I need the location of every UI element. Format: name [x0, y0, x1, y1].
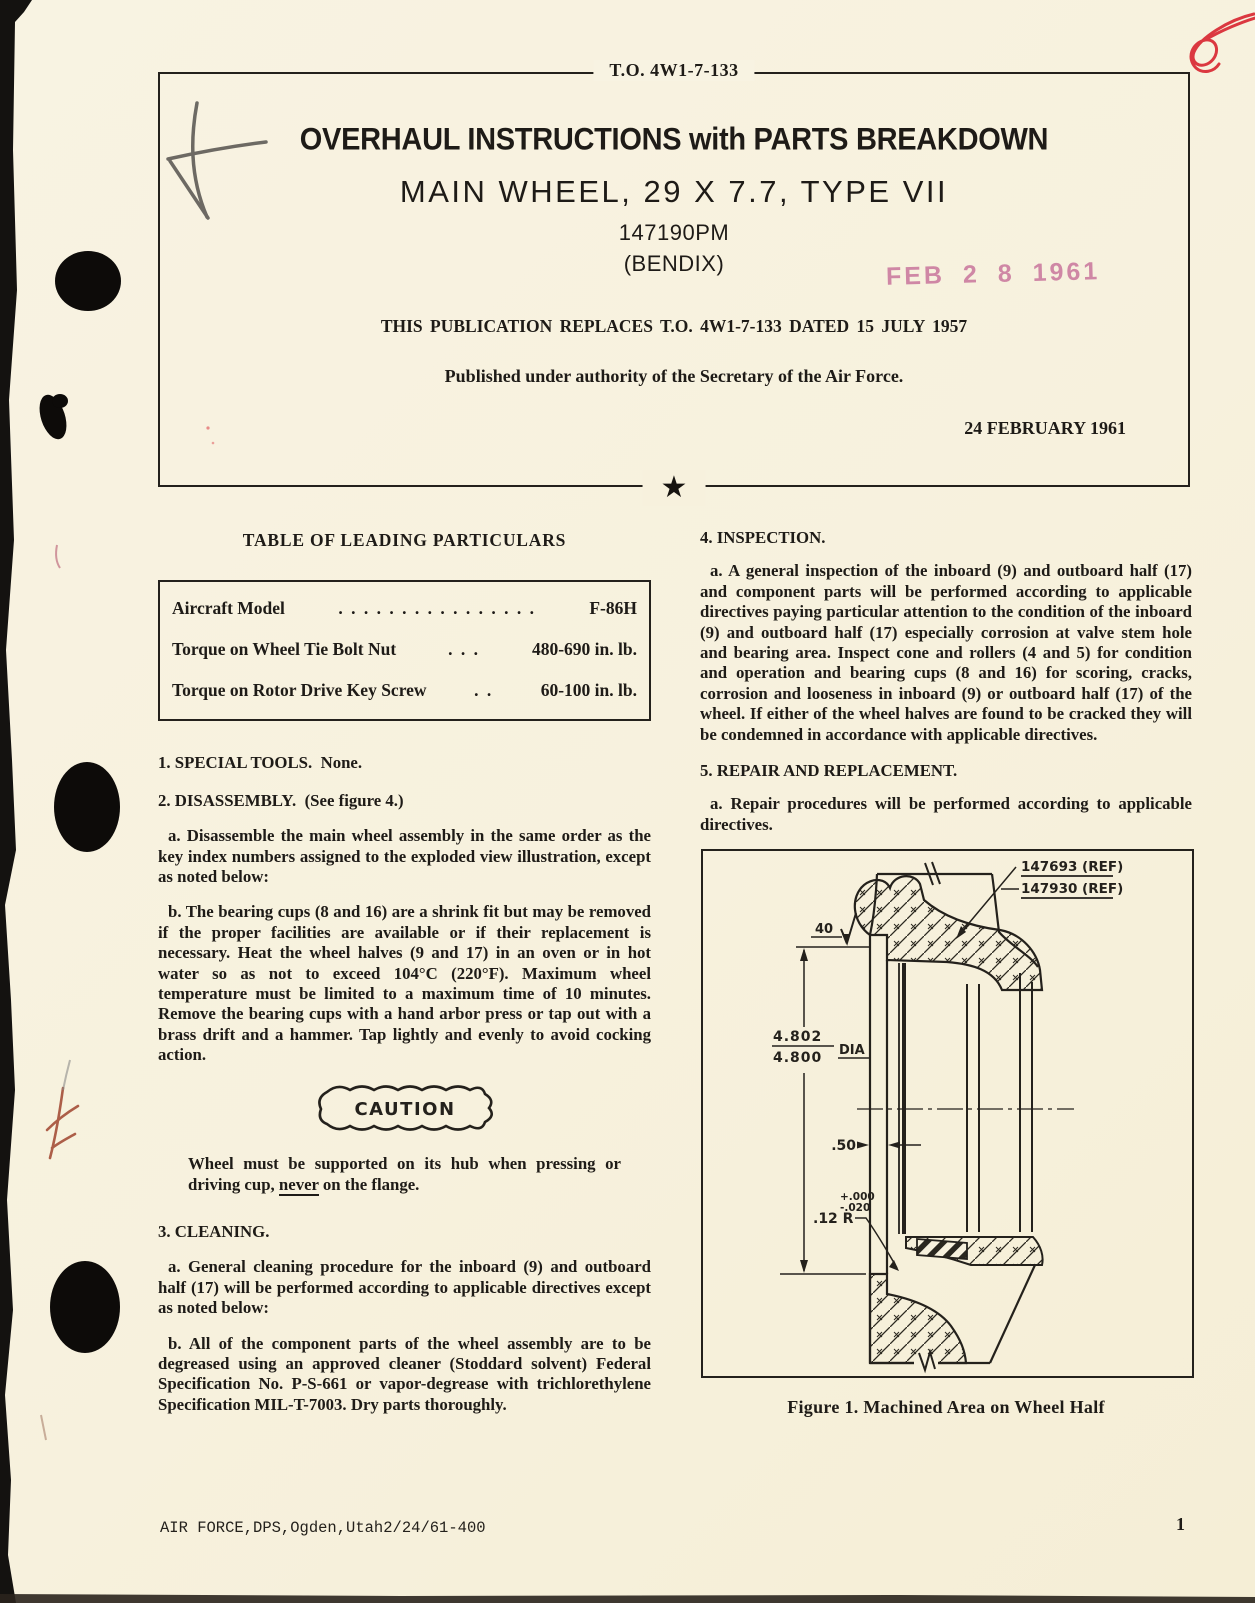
- dia-lower-dim: 4.800: [773, 1050, 823, 1067]
- dot-leader: . .: [474, 680, 494, 701]
- row-value: F-86H: [589, 598, 637, 619]
- ink-blob: [34, 391, 71, 442]
- caution-scallop-border: [313, 1082, 497, 1134]
- section-1-heading: [158, 753, 651, 773]
- section-1-text: None.: [320, 753, 363, 773]
- surface-finish-icon: [841, 913, 856, 943]
- row-label: Aircraft Model: [172, 598, 285, 619]
- star-icon: ★: [643, 470, 706, 506]
- doc-subject: MAIN WHEEL, 29 X 7.7, TYPE VII: [399, 174, 949, 209]
- publication-date: 24 FEBRUARY 1961: [964, 418, 1126, 438]
- section-number-title: 2. DISASSEMBLY.: [158, 790, 297, 810]
- margin-speck: [56, 545, 60, 568]
- section-4-heading: 4. INSPECTION.: [700, 528, 826, 547]
- caution-seal: [158, 1082, 651, 1139]
- section-2-heading: [158, 791, 651, 811]
- table-row: [172, 588, 637, 629]
- tolerance-minus: -.020: [840, 1202, 871, 1215]
- ink-blob: [54, 762, 120, 852]
- red-pen-mark: [1191, 14, 1255, 71]
- authority-line: Published under authority of the Secretary of the Air Force.: [444, 366, 904, 386]
- margin-speck: [41, 1415, 46, 1440]
- table-row: [172, 629, 637, 670]
- table-row: [172, 670, 637, 711]
- paragraph-3b: b. All of the component parts of the wheel assembly are to be degreased using an approved cleaner (Stoddard solvent) Federal Specification No. P-S-661 or vapor-degrease with trichlorethylene Specification MIL-T-7003. Dry parts thoroughly.: [158, 1333, 651, 1414]
- dia-upper-dim: 4.802: [773, 1029, 823, 1046]
- ref-label-147930: 147930 (REF): [1021, 881, 1124, 898]
- row-value: 60-100 in. lb.: [540, 680, 637, 701]
- caution-text-underlined: never: [278, 1174, 319, 1194]
- ink-blob: [52, 394, 68, 408]
- paragraph-5a: a. Repair procedures will be performed according to applicable directives.: [700, 794, 1192, 834]
- leading-particulars-title: TABLE OF LEADING PARTICULARS: [242, 530, 567, 550]
- wall-thickness-dim: .50: [831, 1138, 856, 1155]
- leading-particulars-table: [158, 580, 651, 721]
- margin-speck: [63, 1060, 70, 1090]
- manufacturer: (BENDIX): [623, 251, 725, 276]
- doc-title: OVERHAUL INSTRUCTIONS with PARTS BREAKDOWN: [299, 122, 1049, 158]
- right-column: [700, 518, 1192, 1418]
- paragraph-2b: b. The bearing cups (8 and 16) are a shrink fit but may be removed if the proper facilities are available or if their replacement is necessary. Heat the wheel halves (9 and 17) in an oven or in hot water so as not to exceed 104°C (220°F). Maximum wheel temperature must be limited to a maximum time of 10 minutes. Remove the bearing cups with a hand arbor press or tap out with a brass drift and a hammer. Tap lightly and evenly to avoid cocking action.: [158, 902, 651, 1065]
- page-number: 1: [1176, 1514, 1185, 1534]
- machined-flange-hatch: [855, 876, 1042, 990]
- date-stamp: FEB 2 8 1961: [885, 257, 1101, 291]
- hub-foot-hatch: [870, 1274, 966, 1363]
- section-number-title: 1. SPECIAL TOOLS.: [158, 753, 313, 773]
- section-3-heading: 3. CLEANING.: [158, 1221, 270, 1241]
- paragraph-4a: a. A general inspection of the inboard (9) and outboard half (17) and component parts will be performed according to applicable directives paying particular attention to the condition of the inboard (9) and outboard half (17) especially corrosion at valve stem hole and bearing area. Inspect cone and rollers (4 and 5) for condition and operation and bearing cups (8 and 16) for scoring, cracks, corrosion and looseness in inboard (9) or outboard half (17) of the wheel. If either of the wheel halves are found to be cracked they will be condemned in accordance with applicable directives.: [700, 561, 1192, 744]
- replaces-line: THIS PUBLICATION REPLACES T.O. 4W1-7-133 DATED 15 JULY 1957: [380, 316, 968, 336]
- to-number: T.O. 4W1-7-133: [593, 60, 754, 81]
- caution-label: CAUTION: [353, 1098, 456, 1120]
- caution-text: [158, 1154, 651, 1195]
- scan-edge-bottom: [0, 1594, 1255, 1603]
- row-label: Torque on Wheel Tie Bolt Nut: [172, 639, 397, 660]
- ref-label-147693: 147693 (REF): [1021, 859, 1124, 876]
- fillet-radius-dim: .12 R: [813, 1211, 854, 1228]
- left-column: [158, 518, 651, 1415]
- dot-leader: . . .: [448, 639, 480, 660]
- dia-label: DIA: [839, 1043, 865, 1059]
- surface-finish-value: 40: [815, 922, 834, 938]
- paragraph-3a: a. General cleaning procedure for the inboard (9) and outboard half (17) will be performed according to applicable directives except as noted below:: [158, 1257, 651, 1318]
- caution-text-after: on the flange.: [318, 1174, 420, 1194]
- figure-1-caption: Figure 1. Machined Area on Wheel Half: [787, 1397, 1105, 1418]
- scan-edge-left: [0, 0, 32, 1603]
- ink-blob: [50, 1261, 120, 1353]
- section-2-note: (See figure 4.): [304, 790, 404, 810]
- figure-1-drawing: [701, 849, 1194, 1378]
- tolerance-plus: +.000: [840, 1191, 875, 1204]
- paragraph-2a: a. Disassemble the main wheel assembly in the same order as the key index numbers assigned to the exploded view illustration, except as noted below:: [158, 826, 651, 887]
- dot-leader: . . . . . . . . . . . . . . . .: [338, 598, 536, 619]
- part-number: 147190PM: [618, 220, 730, 245]
- caution-text-before: Wheel must be supported on its hub when pressing or driving cup,: [188, 1154, 621, 1194]
- wheel-half-cross-section: [703, 851, 1192, 1376]
- header-box: [158, 60, 1190, 505]
- ink-blob: [55, 251, 121, 311]
- printing-imprint: AIR FORCE,DPS,Ogden,Utah2/24/61-400: [160, 1519, 486, 1537]
- margin-scribble: [47, 1088, 78, 1158]
- row-label: Torque on Rotor Drive Key Screw: [172, 680, 427, 701]
- section-5-heading: 5. REPAIR AND REPLACEMENT.: [700, 761, 958, 781]
- liner-wedge: [917, 1239, 967, 1259]
- row-value: 480-690 in. lb.: [531, 639, 637, 660]
